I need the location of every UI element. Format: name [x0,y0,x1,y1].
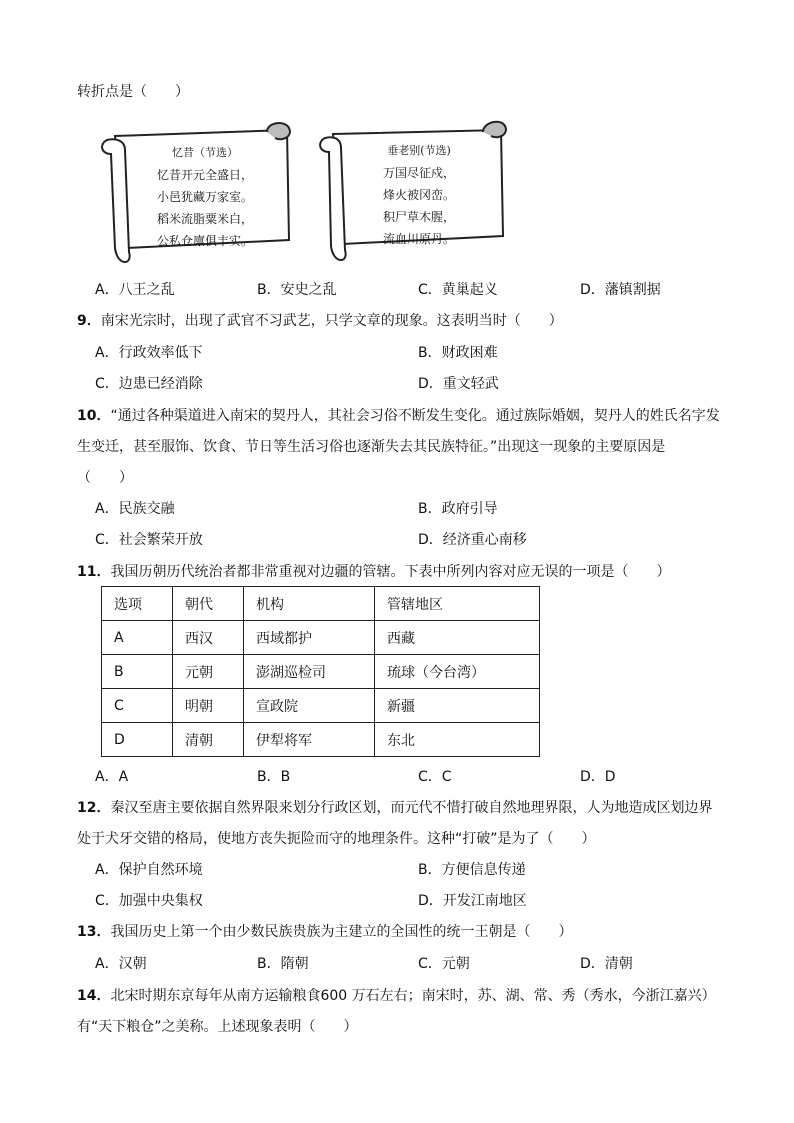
option-c[interactable]: C．社会繁荣开放 [95,532,203,548]
option-d[interactable]: D．开发江南地区 [418,893,527,909]
option-c[interactable]: C．元朝 [418,956,470,972]
question-text-line: 处于犬牙交错的格局，使地方丧失扼险而守的地理条件。这种“打破”是为了（ ） [77,831,596,847]
option-d[interactable]: D．清朝 [580,956,633,972]
option-a[interactable]: A．保护自然环境 [95,862,203,878]
table-row [102,655,540,689]
option-b[interactable]: B．财政困难 [418,345,498,361]
option-c[interactable]: C．加强中央集权 [95,893,203,909]
poem-line: 烽火被冈峦。 [382,188,455,202]
table-cell: 元朝 [173,655,244,689]
frontier-table [101,586,540,757]
poem-title: 忆昔（节选） [172,146,238,159]
poem-line: 流血川原丹。 [382,232,455,246]
question-number: 14． [77,988,111,1004]
option-b[interactable]: B．B [257,769,291,785]
question-text: 我国历史上第一个由少数民族贵族为主建立的全国性的统一王朝是（ ） [110,924,573,940]
table-cell: 西汉 [173,621,244,655]
option-b[interactable]: B．安史之乱 [257,282,337,298]
question-text-line: 生变迁，甚至服饰、饮食、节日等生活习俗也逐渐失去其民族特征。”出现这一现象的主要原因是 [77,439,666,455]
table-cell: 伊犁将军 [244,723,375,757]
question-number: 13． [77,924,111,940]
question-12 [77,797,712,817]
question-14 [77,985,716,1005]
table-cell: 清朝 [173,723,244,757]
question-text-line: 有“天下粮仓”之美称。上述现象表明（ ） [77,1019,358,1035]
question-10 [77,405,720,425]
table-row [102,621,540,655]
table-header-cell: 朝代 [173,587,244,621]
option-c[interactable]: C．黄巢起义 [418,282,498,298]
table-cell: 明朝 [173,689,244,723]
option-a[interactable]: A．行政效率低下 [95,345,203,361]
table-cell: 西藏 [375,621,540,655]
question-text: 北宋时期东京每年从南方运输粮食600 万石左右；南宋时，苏、湖、常、秀（秀水，今浙江嘉兴） [110,988,716,1004]
poem-scroll-2 [315,118,511,268]
poem-title: 垂老别(节选) [387,144,451,157]
question-text: 南宋光宗时，出现了武官不习武艺，只学文章的现象。这表明当时（ ） [100,313,563,329]
question-answer-blank: （ ） [77,470,133,486]
question-text: “通过各种渠道进入南宋的契丹人，其社会习俗不断发生变化。通过族际婚姻，契丹人的姓氏名字发 [110,408,720,424]
option-b[interactable]: B．方便信息传递 [418,862,526,878]
question-text: 秦汉至唐主要依据自然界限来划分行政区划，而元代不惜打破自然地理界限，人为地造成区划边界 [110,800,713,816]
table-cell: C [102,689,173,723]
option-a[interactable]: A．A [95,769,129,785]
table-header-cell: 管辖地区 [375,587,540,621]
poem-line: 公私仓廪俱丰实。 [156,234,253,248]
option-b[interactable]: B．隋朝 [257,956,309,972]
question-number: 11． [77,564,111,580]
question-9 [77,310,563,330]
table-row [102,689,540,723]
question-text: 我国历朝历代统治者都非常重视对边疆的管辖。下表中所列内容对应无误的一项是（ ） [110,564,671,580]
poem-line: 万国尽征戍， [382,166,455,180]
question-13 [77,921,572,941]
table-cell: 澎湖巡检司 [244,655,375,689]
table-header-cell: 选项 [102,587,173,621]
option-a[interactable]: A．八王之乱 [95,282,175,298]
table-header-cell: 机构 [244,587,375,621]
option-d[interactable]: D．重文轻武 [418,376,499,392]
question-8-tail: 转折点是（ ） [77,84,189,100]
table-header-row [102,587,540,621]
table-cell: B [102,655,173,689]
question-number: 10． [77,408,111,424]
option-c[interactable]: C．C [418,769,452,785]
poem-line: 忆昔开元全盛日， [156,168,253,182]
option-d[interactable]: D．经济重心南移 [418,532,527,548]
poem-line: 小邑犹藏万家室。 [156,190,253,204]
table-cell: D [102,723,173,757]
option-d[interactable]: D．D [580,769,616,785]
question-11 [77,561,670,581]
option-b[interactable]: B．政府引导 [418,501,498,517]
question-number: 9． [77,313,101,329]
question-number: 12． [77,800,111,816]
table-cell: 西域都护 [244,621,375,655]
poem-line: 稻米流脂粟米白， [156,212,253,226]
table-cell: 琉球（今台湾） [375,655,540,689]
table-cell: A [102,621,173,655]
option-a[interactable]: A．汉朝 [95,956,147,972]
table-cell: 宣政院 [244,689,375,723]
poem-line: 积尸草木腥， [382,210,455,224]
option-c[interactable]: C．边患已经消除 [95,376,203,392]
table-row [102,723,540,757]
poem-scroll-1 [97,120,297,270]
option-a[interactable]: A．民族交融 [95,501,175,517]
option-d[interactable]: D．藩镇割据 [580,282,661,298]
table-cell: 东北 [375,723,540,757]
table-cell: 新疆 [375,689,540,723]
